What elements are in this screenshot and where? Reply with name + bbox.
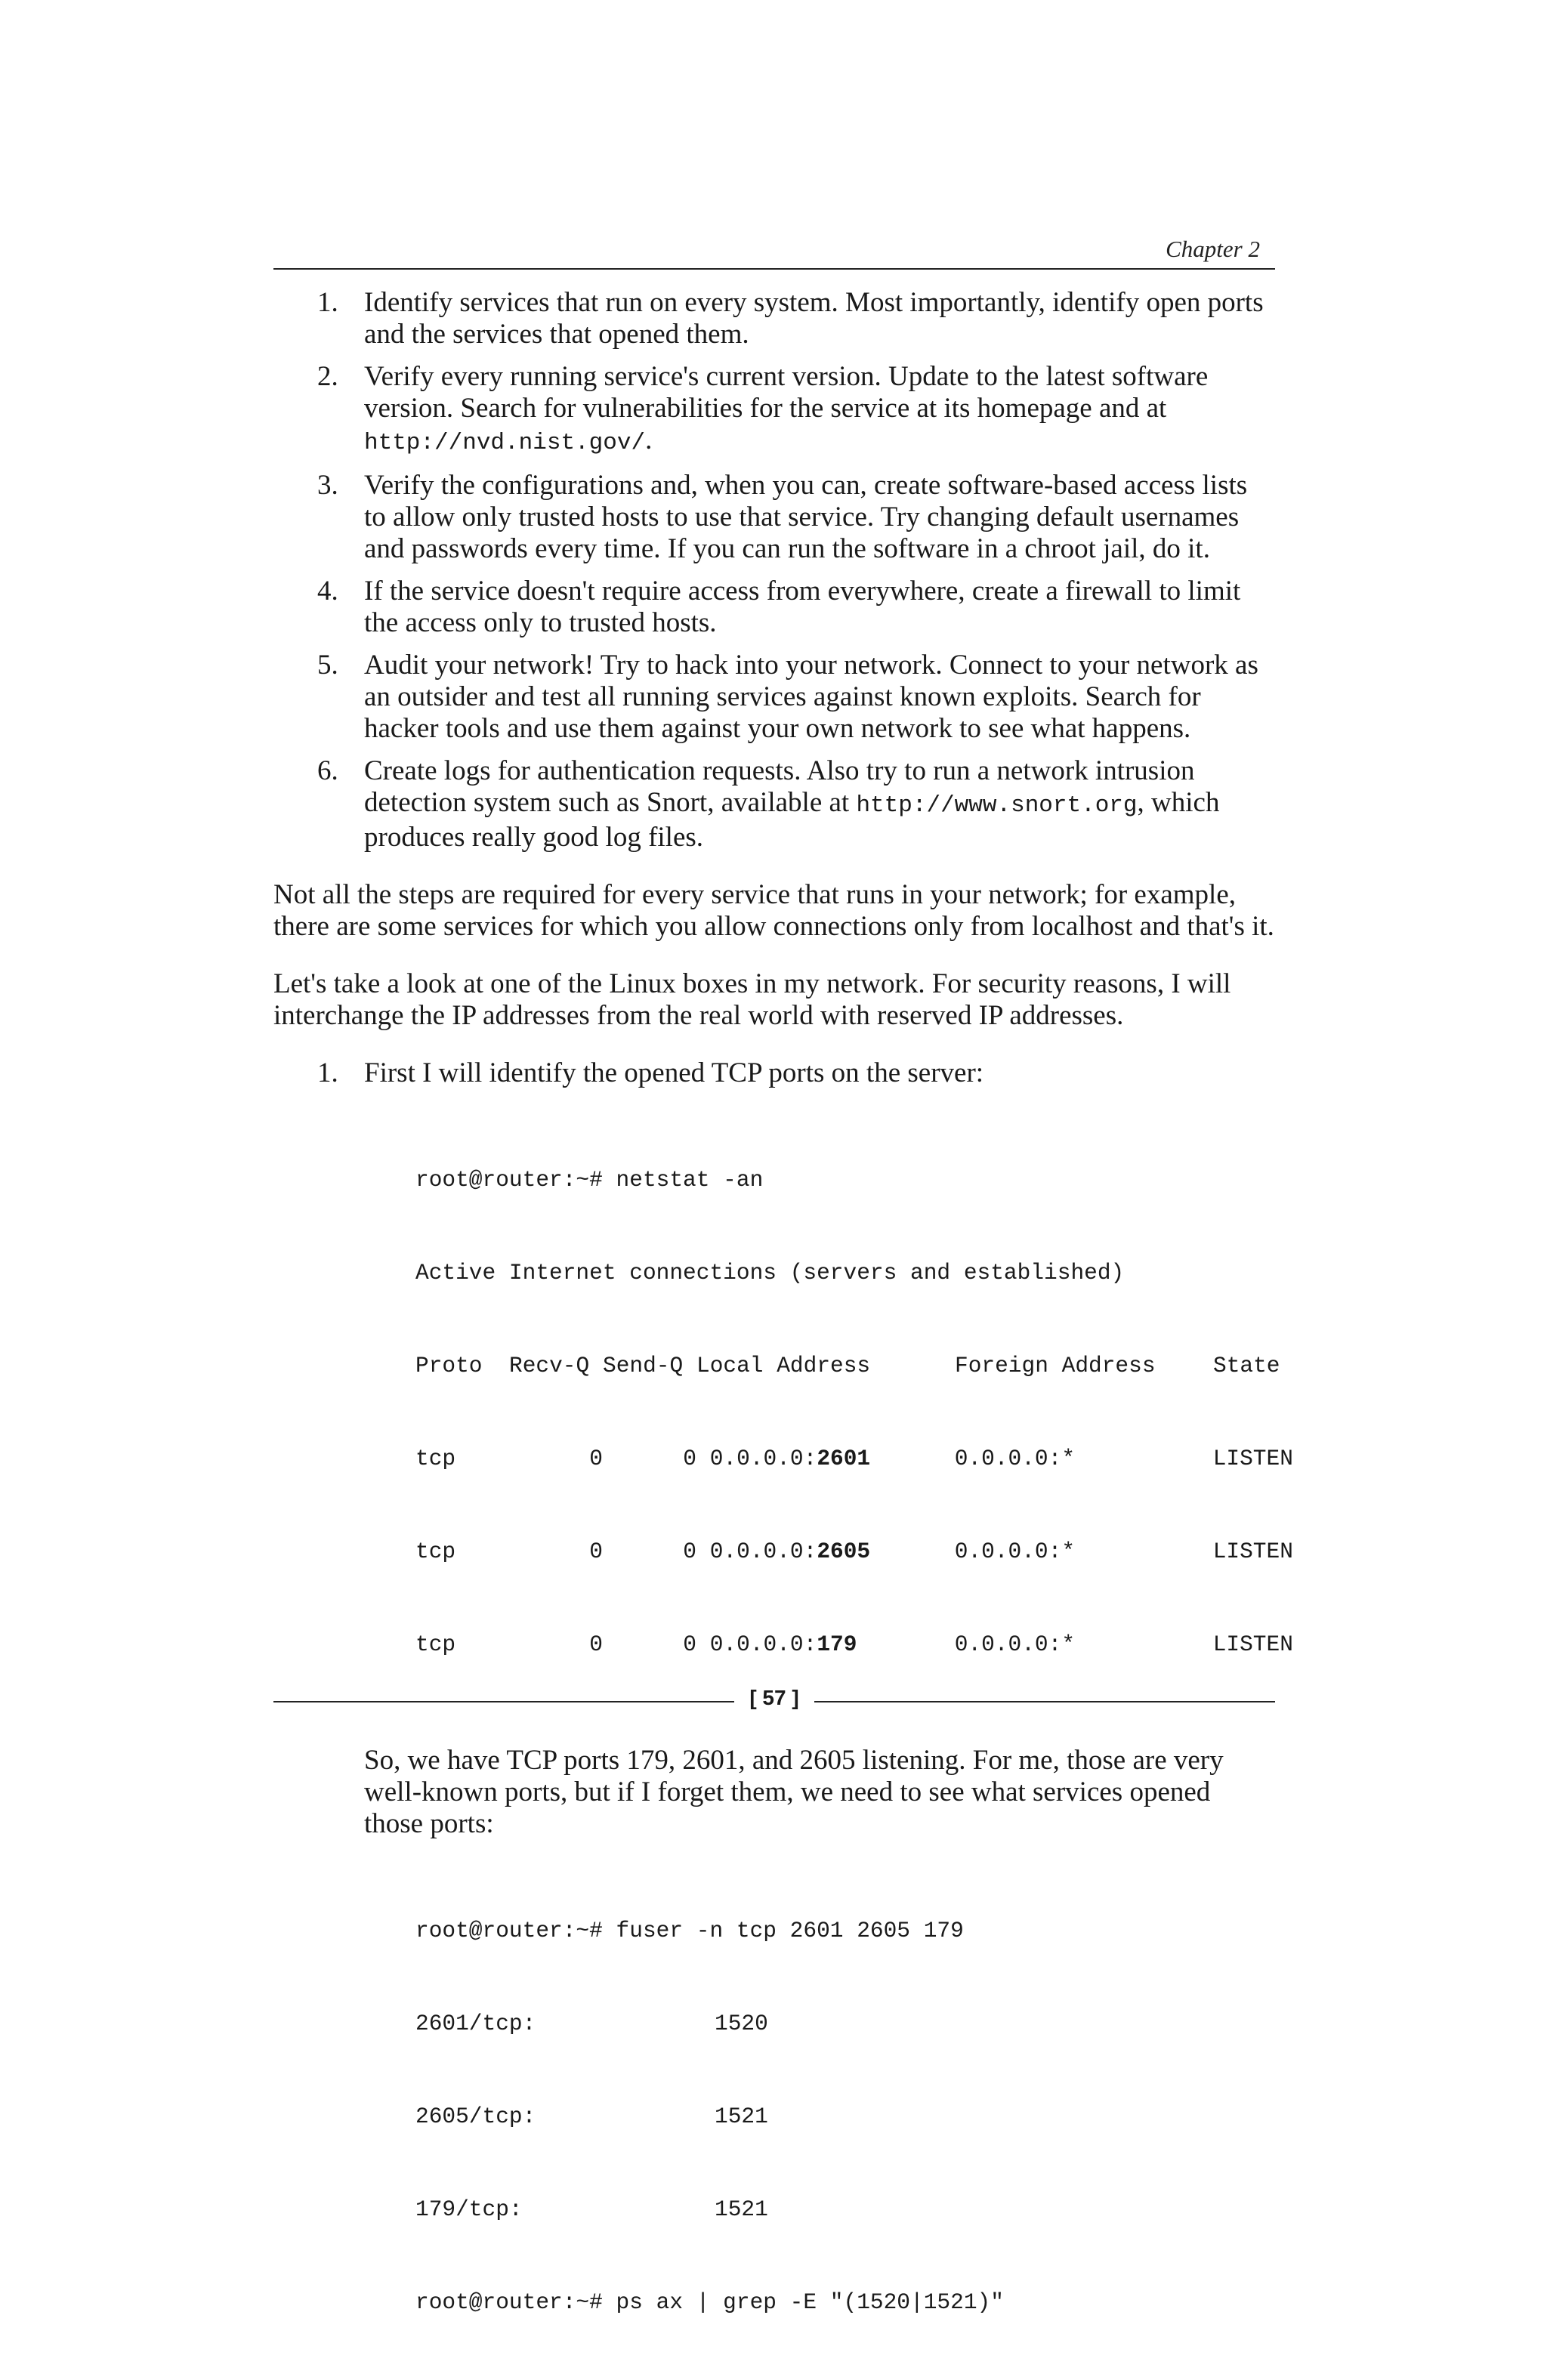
paragraph: So, we have TCP ports 179, 2601, and 2605 listening. For me, those are very well-known ports, but if I forget them, we need to see what services opened those ports: xyxy=(364,1745,1224,1839)
snort-url: http://www.snort.org xyxy=(856,792,1138,819)
netstat-row: tcp 0 0 0.0.0.0:2601 0.0.0.0:* LISTEN xyxy=(415,1446,1293,1471)
fuser-code-block xyxy=(415,1854,1275,2380)
fuser-row: 2601/tcp: 1520 xyxy=(415,2011,768,2036)
list-item: 1. First I will identify the opened TCP ports on the server: xyxy=(317,1057,984,1088)
list-number: 5. xyxy=(317,650,338,681)
netstat-row: tcp 0 0 0.0.0.0:2605 0.0.0.0:* LISTEN xyxy=(415,1539,1293,1564)
netstat-row: tcp 0 0 0.0.0.0:179 0.0.0.0:* LISTEN xyxy=(415,1631,1293,1657)
netstat-code-block xyxy=(415,1103,1293,1722)
list-number: 6. xyxy=(317,755,338,786)
example-list xyxy=(273,1057,1275,1089)
header-rule xyxy=(273,268,1275,270)
list-item: 2. Verify every running service's current version. Update to the latest software version. Search for vulnerabilities for the service at its homepage and at http://nvd.nist.gov/. xyxy=(317,361,1209,456)
code-line: root@router:~# netstat -an xyxy=(415,1167,764,1193)
list-item: 1. Identify services that run on every system. Most importantly, identify open ports and the services that opened them. xyxy=(317,287,1264,350)
list-number: 1. xyxy=(317,1057,338,1088)
steps-list xyxy=(273,287,1275,854)
running-header: Chapter 2 xyxy=(1166,236,1260,262)
code-line: root@router:~# ps ax | grep -E "(1520|1521)" xyxy=(415,2289,1004,2315)
page-number: [ 57 ] xyxy=(749,1686,799,1709)
nvd-url: http://nvd.nist.gov/ xyxy=(364,430,646,456)
list-item: 3. Verify the configurations and, when you can, create software-based access lists to allow only trusted hosts to use that service. Try changing default usernames and passwords every time. If you can run the software in a chroot jail, do it. xyxy=(317,470,1248,564)
code-line: root@router:~# fuser -n tcp 2601 2605 179 xyxy=(415,1918,964,1943)
page-footer xyxy=(273,1686,1275,1716)
list-number: 1. xyxy=(317,287,338,318)
list-number: 2. xyxy=(317,361,338,392)
fuser-row: 179/tcp: 1521 xyxy=(415,2196,768,2222)
list-item: 4. If the service doesn't require access from everywhere, create a firewall to limit the access only to trusted hosts. xyxy=(317,576,1241,638)
list-item: 6. Create logs for authentication requests. Also try to run a network intrusion detection system such as Snort, available at http://www.snort.org, which produces really good log files. xyxy=(317,755,1220,853)
code-line: Active Internet connections (servers and established) xyxy=(415,1260,1125,1286)
list-number: 3. xyxy=(317,470,338,501)
paragraph: Let's take a look at one of the Linux boxes in my network. For security reasons, I will interchange the IP addresses from the real world with reserved IP addresses. xyxy=(273,968,1231,1031)
list-item: 5. Audit your network! Try to hack into your network. Connect to your network as an outsider and test all running services against known exploits. Search for hacker tools and use them against your own network to see what happens. xyxy=(317,650,1258,744)
paragraph: Not all the steps are required for every service that runs in your network; for example, there are some services for which you allow connections only from localhost and that's it. xyxy=(273,879,1274,942)
netstat-header-row: Proto Recv-Q Send-Q Local Address Foreign Address State xyxy=(415,1353,1280,1378)
fuser-row: 2605/tcp: 1521 xyxy=(415,2104,768,2129)
footer-rule-right xyxy=(814,1701,1275,1702)
list-number: 4. xyxy=(317,576,338,607)
page-body xyxy=(273,287,1293,2380)
